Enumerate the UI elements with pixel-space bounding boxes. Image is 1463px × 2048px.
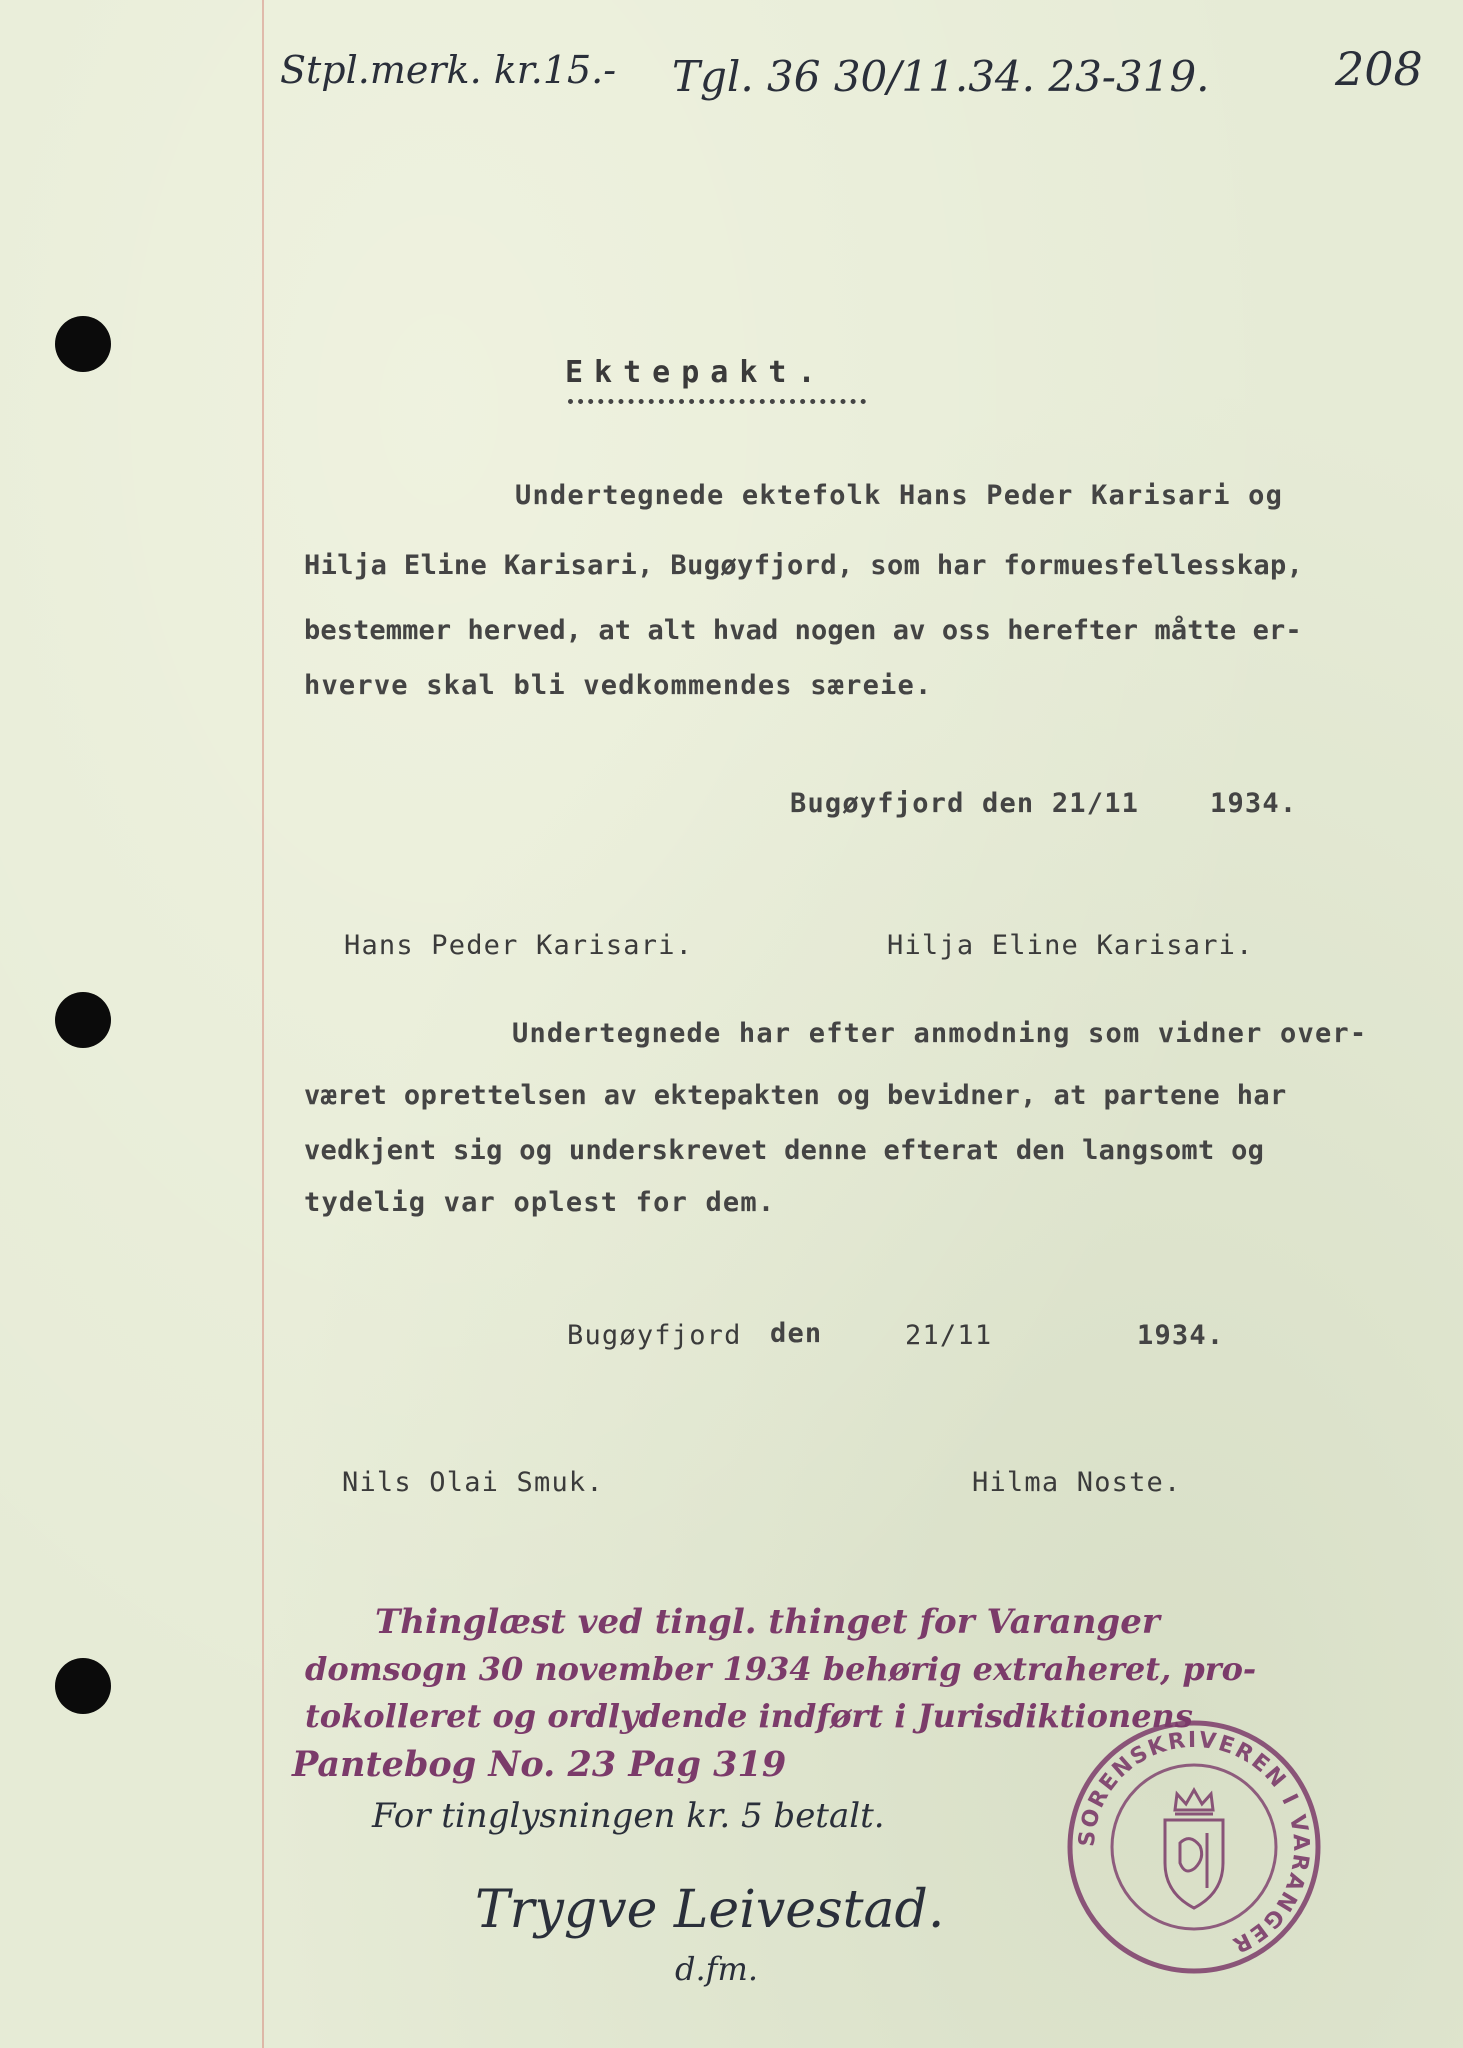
punch-hole-middle (55, 992, 111, 1048)
date-2: 21/11 (905, 1320, 993, 1351)
court-seal (1065, 1718, 1323, 1976)
witness-1: Nils Olai Smuk. (342, 1467, 604, 1498)
title-underline (568, 399, 866, 404)
registration-stamp-line2: domsogn 30 november 1934 behørig extraheret, pro- (305, 1650, 1257, 1688)
coat-of-arms-icon (1165, 1820, 1223, 1908)
den-2: den (770, 1318, 823, 1349)
paragraph2-line3: vedkjent sig og underskrevet denne efterat den langsomt og (304, 1135, 1265, 1166)
year-1: 1934. (1210, 788, 1298, 819)
signer-1: Hans Peder Karisari. (344, 930, 694, 961)
paragraph2-line4: tydelig var oplest for dem. (304, 1187, 776, 1218)
seal-ring-text: SORENSKRIVEREN I VARANGER (1074, 1727, 1314, 1958)
place-2: Bugøyfjord (567, 1320, 742, 1351)
registrar-signature: Trygve Leivestad. (475, 1880, 945, 1940)
crown-icon (1175, 1790, 1213, 1814)
punch-hole-top (55, 316, 111, 372)
registrar-title: d.fm. (675, 1950, 759, 1988)
place-date-1: Bugøyfjord den 21/11 (790, 788, 1140, 819)
paragraph1-line3: bestemmer herved, at alt hvad nogen av oss herefter måtte er- (304, 615, 1302, 646)
witness-2: Hilma Noste. (972, 1467, 1182, 1498)
registration-stamp-line3: tokolleret og ordlydende indført i Jurisdiktionens (305, 1697, 1193, 1735)
document-title: Ektepakt. (565, 355, 827, 390)
svg-text:SORENSKRIVEREN I VARANGER (1075, 1728, 1314, 1958)
paragraph1-line2: Hilja Eline Karisari, Bugøyfjord, som har formuesfellesskap, (304, 550, 1304, 581)
margin-rule (262, 0, 264, 2048)
registration-stamp-line4: Pantebog No. 23 Pag 319 (292, 1744, 787, 1785)
registration-note: Tgl. 36 30/11.34. 23-319. (672, 52, 1210, 101)
year-2: 1934. (1137, 1320, 1225, 1351)
page-number: 208 (1335, 42, 1423, 96)
paragraph1-line4: hverve skal bli vedkommendes særeie. (304, 670, 933, 701)
paragraph2-line2: været oprettelsen av ektepakten og bevidner, at partene har (304, 1080, 1287, 1111)
registration-stamp-line1: Thinglæst ved tingl. thinget for Varanger (375, 1602, 1160, 1642)
punch-hole-bottom (55, 1658, 111, 1714)
paragraph1-line1: Undertegnede ektefolk Hans Peder Karisari og (515, 480, 1284, 511)
paragraph2-line1: Undertegnede har efter anmodning som vidner over- (512, 1018, 1368, 1049)
fee-note: For tinglysningen kr. 5 betalt. (372, 1796, 885, 1836)
stamp-fee-note: Stpl.merk. kr.15.- (280, 48, 617, 92)
signer-2: Hilja Eline Karisari. (887, 930, 1254, 961)
